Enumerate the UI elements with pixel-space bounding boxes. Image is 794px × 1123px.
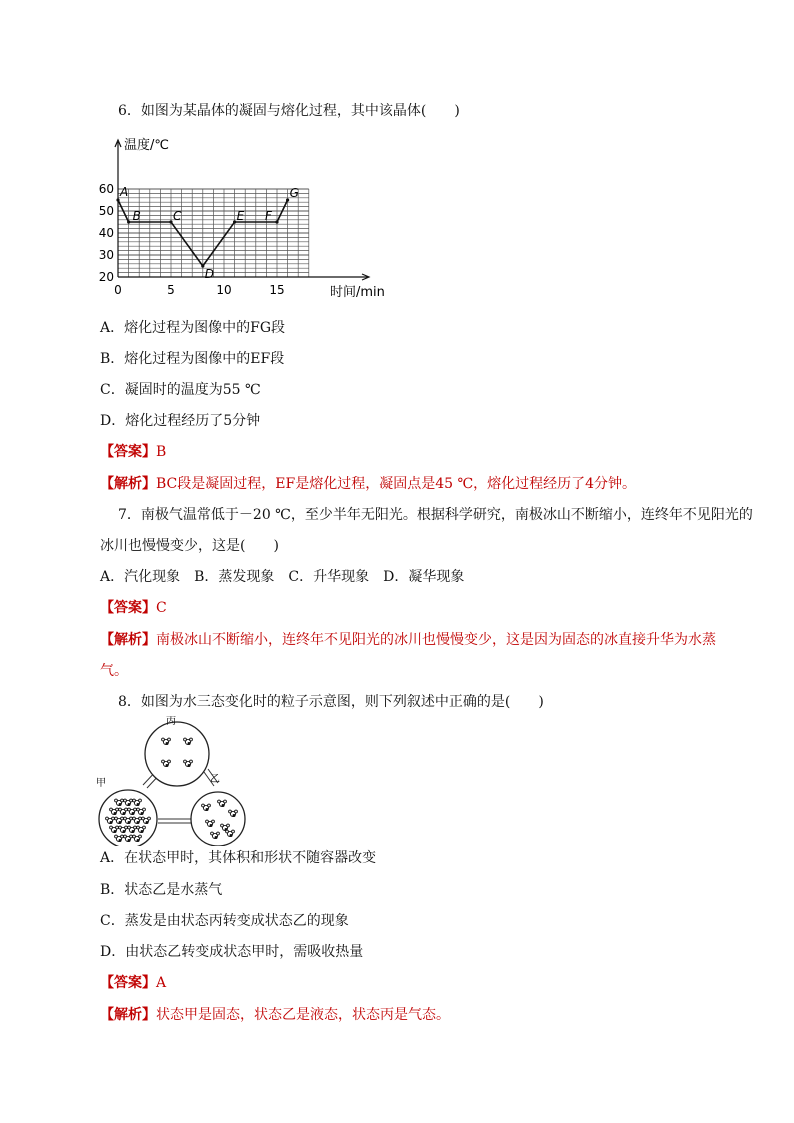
q8-option-d: D．由状态乙转变成状态甲时，需吸收热量 — [100, 944, 364, 960]
q6-option-a: A．熔化过程为图像中的FG段 — [100, 320, 286, 336]
q6-option-b: B．熔化过程为图像中的EF段 — [100, 351, 285, 367]
y-axis-label: 温度/℃ — [124, 138, 169, 153]
data-point — [275, 220, 278, 223]
y-tick-label: 30 — [98, 248, 114, 262]
point-label: A — [120, 185, 129, 199]
q6-option-c: C．凝固时的温度为55 ℃ — [100, 382, 261, 398]
q7-answer — [100, 598, 167, 618]
x-tick-label: 0 — [114, 283, 122, 297]
answer-value: A — [156, 975, 167, 991]
state-c-circle — [145, 722, 209, 786]
analysis-text: BC段是凝固过程，EF是熔化过程，凝固点是45 ℃，熔化过程经历了4分钟。 — [156, 476, 637, 492]
analysis-text: 南极冰山不断缩小，连终年不见阳光的冰川也慢慢变少，这是因为固态的冰直接升华为水蒸 — [156, 632, 716, 648]
y-tick-label: 50 — [98, 204, 114, 218]
point-label: D — [204, 267, 215, 281]
q6-answer — [100, 442, 166, 462]
analysis-text: 状态甲是固态，状态乙是液态，状态丙是气态。 — [156, 1007, 450, 1023]
q7-analysis-line1 — [100, 630, 716, 650]
analysis-tag: 【解析】 — [100, 1007, 156, 1023]
q7-options: A．汽化现象 B．蒸发现象 C．升华现象 D．凝华现象 — [100, 569, 465, 585]
q8-answer — [100, 973, 166, 993]
point-label: C — [173, 209, 182, 223]
q8-analysis — [100, 1005, 450, 1025]
y-tick-label: 60 — [98, 182, 114, 196]
water-three-states-diagram — [96, 716, 256, 846]
answer-tag: 【答案】 — [100, 975, 156, 991]
temperature-time-chart — [96, 134, 396, 304]
y-tick-label: 40 — [98, 226, 114, 240]
point-label: E — [236, 209, 245, 223]
q7-analysis-line2: 气。 — [100, 663, 128, 679]
point-label: F — [265, 209, 272, 223]
label-state-c: 丙 — [166, 716, 176, 727]
y-tick-label: 20 — [98, 270, 114, 284]
q8-option-b: B．状态乙是水蒸气 — [100, 882, 223, 898]
q6-analysis — [100, 474, 636, 494]
data-point — [127, 220, 130, 223]
chart-grid — [118, 189, 309, 277]
answer-tag: 【答案】 — [100, 444, 156, 460]
chart-tick-labels — [99, 182, 285, 297]
point-label: B — [132, 209, 141, 223]
x-tick-label: 5 — [167, 283, 175, 297]
q8-option-a: A．在状态甲时，其体积和形状不随容器改变 — [100, 850, 377, 866]
answer-tag: 【答案】 — [100, 600, 156, 616]
q8-option-c: C．蒸发是由状态丙转变成状态乙的现象 — [100, 913, 349, 929]
q6-option-d: D．熔化过程经历了5分钟 — [100, 413, 261, 429]
q7-stem-line1: 7．南极气温常低于－20 ℃，至少半年无阳光。根据科学研究，南极冰山不断缩小，连终年不见阳光的 — [118, 507, 753, 523]
q6-stem: 6．如图为某晶体的凝固与熔化过程，其中该晶体( ) — [118, 103, 460, 119]
q8-stem: 8．如图为水三态变化时的粒子示意图，则下列叙述中正确的是( ) — [118, 694, 544, 710]
point-label: G — [289, 186, 299, 200]
x-axis-label: 时间/min — [330, 285, 385, 300]
answer-value: C — [156, 600, 167, 616]
label-state-a: 甲 — [96, 778, 106, 789]
q7-stem-line2: 冰川也慢慢变少，这是( ) — [100, 538, 279, 554]
x-tick-label: 10 — [216, 283, 232, 297]
answer-value: B — [156, 444, 167, 460]
x-tick-label: 15 — [269, 283, 285, 297]
analysis-tag: 【解析】 — [100, 476, 156, 492]
analysis-tag: 【解析】 — [100, 632, 156, 648]
label-state-b: 乙 — [210, 774, 220, 785]
